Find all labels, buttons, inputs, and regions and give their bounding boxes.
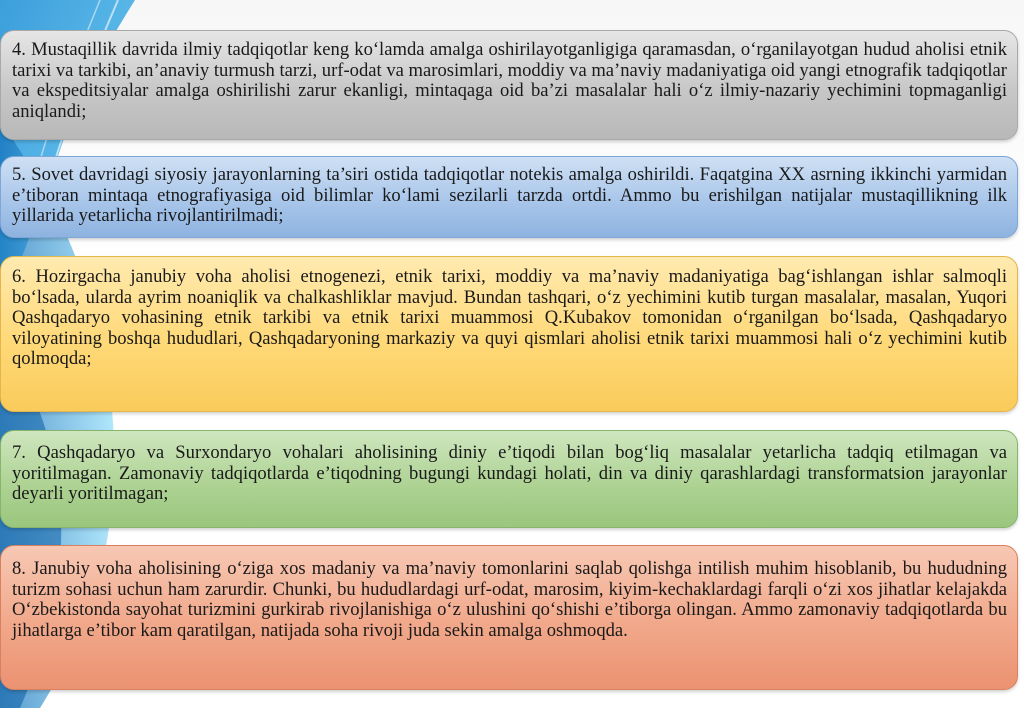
panel-text: 4. Mustaqillik davrida ilmiy tadqiqotlar keng ko‘lamda amalga oshirilayotganligiga qaramasdan, o‘rganilayotgan hudud aholisi etnik tarixi va tarkibi, an’anaviy turmush tarzi, urf-odat va marosimlari, moddiy va ma’naviy madaniyatiga oid yangi etnografik tadqiqotlar va ekspeditsiyalar amalga oshirilishi zarur ekanligi, mintaqaga oid ba’zi masalalar hali o‘z ilmiy-nazariy yechimini topmaganligi aniqlandi;: [12, 39, 1007, 122]
panel-text: 6. Hozirgacha janubiy voha aholisi etnogenezi, etnik tarixi, moddiy va ma’naviy madaniyatiga bag‘ishlangan ishlar salmoqli bo‘lsada, ularda ayrim noaniqlik va chalkashliklar mavjud. Bundan tashqari, o‘z yechimini kutib turgan masalalar, masalan, Yuqori Qashqadaryo vohasining etnik tarkibi va etnik tarixi muammosi Q.Kubakov tomonidan o‘rganilgan bo‘lsada, Qashqadaryo viloyatining boshqa hududlari, Qashqadaryoning markaziy va quyi qismlari aholisi etnik tarixi muammosi hali o‘z yechimini kutib qolmoqda;: [12, 266, 1007, 370]
panel-text: 7. Qashqadaryo va Surxondaryo vohalari aholisining diniy e’tiqodi bilan bog‘liq masalalar yetarlicha tadqiq etilmagan va yoritilmagan. Zamonaviy tadqiqotlarda e’tiqodning bugungi kundagi holati, din va diniy qarashlardagi transformatsion jarayonlar deyarli yoritilmagan;: [12, 442, 1007, 505]
text-panel-item-8: [0, 545, 1018, 690]
text-panel-item-4: [0, 30, 1018, 140]
panel-text: 5. Sovet davridagi siyosiy jarayonlarning ta’siri ostida tadqiqotlar notekis amalga oshirildi. Faqatgina XX asrning ikkinchi yarmidan e’tiboran mintaqa etnografiyasiga oid bilimlar ko‘lami sezilarli tarzda ortdi. Ammo bu erishilgan natijalar mustaqillikning ilk yillarida yetarlicha rivojlantirilmadi;: [12, 164, 1007, 227]
text-panel-item-6: [0, 256, 1018, 412]
panel-text: 8. Janubiy voha aholisining o‘ziga xos madaniy va ma’naviy tomonlarini saqlab qolishga intilish muhim hisoblanib, bu hududning turizm sohasi uchun ham zarurdir. Chunki, bu hududlardagi urf-odat, marosim, kiyim-kechaklardagi farqli o‘zi xos jihatlar kelajakda O‘zbekistonda sayohat turizmini gurkirab rivojlanishiga o‘z ulushini qo‘shishi e’tiborga olingan. Ammo zamonaviy tadqiqotlarda bu jihatlarga e’tibor kam qaratilgan, natijada soha rivoji juda sekin amalga oshmoqda.: [12, 558, 1007, 641]
text-panel-item-7: [0, 430, 1018, 528]
text-panel-item-5: [0, 156, 1018, 238]
